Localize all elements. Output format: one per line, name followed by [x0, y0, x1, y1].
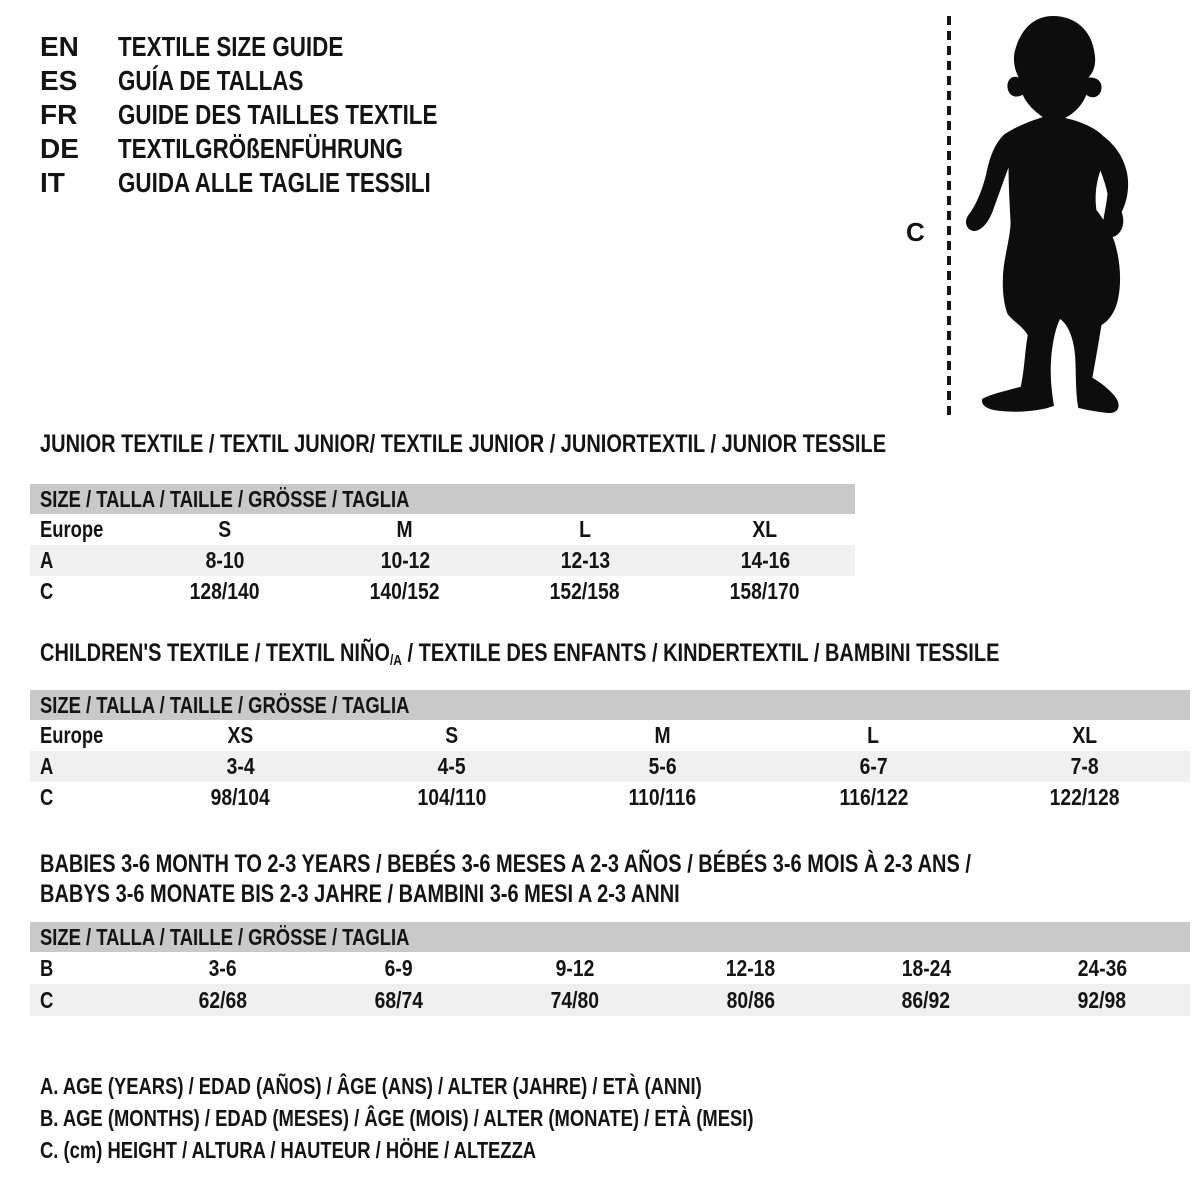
value-cell: 92/98: [1077, 987, 1127, 1013]
value-cell: 116/122: [839, 784, 908, 810]
value-cell: 24-36: [1077, 955, 1127, 981]
table-row-age: [30, 545, 855, 576]
value-cell: 3-4: [226, 753, 255, 779]
nino-a-subscript: /A: [389, 652, 402, 669]
language-row: [40, 98, 517, 132]
value-cell: 5-6: [648, 753, 677, 779]
junior-section-title-text: JUNIOR TEXTILE / TEXTIL JUNIOR/ TEXTILE JUNIOR / JUNIORTEXTIL / JUNIOR TESSILE: [40, 430, 887, 458]
value-cell: 3-6: [208, 955, 237, 981]
row-label: Europe: [40, 722, 104, 748]
size-header-label: SIZE / TALLA / TAILLE / GRÖSSE / TAGLIA: [40, 692, 410, 718]
babies-title-line-1: BABIES 3-6 MONTH TO 2-3 YEARS / BEBÉS 3-6 MESES A 2-3 AÑOS / BÉBÉS 3-6 MOIS À 2-3 ANS /: [40, 850, 971, 878]
junior-size-table: [30, 484, 855, 607]
language-code: DE: [40, 133, 79, 164]
footnote-a: A. AGE (YEARS) / EDAD (AÑOS) / ÂGE (ANS) / ALTER (JAHRE) / ETÀ (ANNI): [40, 1073, 702, 1099]
value-cell: 8-10: [205, 547, 245, 573]
size-cell: XL: [752, 516, 778, 542]
value-cell: 10-12: [380, 547, 430, 573]
value-cell: 9-12: [555, 955, 594, 981]
value-cell: 110/116: [628, 784, 697, 810]
language-label: GUIDE DES TAILLES TEXTILE: [118, 99, 438, 130]
size-cell: XL: [1072, 722, 1097, 748]
language-row: [40, 132, 517, 166]
language-label: TEXTILGRÖßENFÜHRUNG: [118, 133, 403, 164]
language-row: [40, 64, 517, 98]
language-row: [40, 30, 517, 64]
height-measure-dashed-line: [947, 16, 951, 416]
value-cell: 80/86: [726, 987, 775, 1013]
footnote-c: C. (cm) HEIGHT / ALTURA / HAUTEUR / HÖHE / ALTEZZA: [40, 1137, 537, 1163]
value-cell: 7-8: [1070, 753, 1099, 779]
babies-title-line-2: BABYS 3-6 MONATE BIS 2-3 JAHRE / BAMBINI 3-6 MESI A 2-3 ANNI: [40, 880, 680, 908]
size-cell: S: [445, 722, 458, 748]
value-cell: 6-7: [859, 753, 888, 779]
value-cell: 4-5: [437, 753, 466, 779]
children-section-title: [40, 639, 1200, 671]
size-header-bar: [30, 484, 855, 514]
value-cell: 68/74: [374, 987, 423, 1013]
language-code: IT: [40, 167, 65, 198]
baby-silhouette: [958, 14, 1150, 418]
row-label: A: [40, 753, 54, 779]
measure-label-c: C: [906, 217, 925, 247]
language-row: [40, 166, 517, 200]
language-code: ES: [40, 65, 78, 96]
language-label: GUÍA DE TALLAS: [118, 65, 304, 96]
value-cell: 122/128: [1049, 784, 1120, 810]
junior-section-title: [40, 430, 1098, 458]
language-code: EN: [40, 31, 79, 62]
table-row-height: [30, 576, 855, 607]
row-label: C: [40, 578, 54, 604]
row-label: A: [40, 547, 54, 573]
size-cell: L: [867, 722, 880, 748]
row-label: Europe: [40, 516, 104, 542]
value-cell: 18-24: [901, 955, 951, 981]
row-label: C: [40, 784, 54, 810]
size-header-label: SIZE / TALLA / TAILLE / GRÖSSE / TAGLIA: [40, 486, 410, 512]
size-header-bar: [30, 690, 1190, 720]
value-cell: 98/104: [210, 784, 271, 810]
value-cell: 140/152: [370, 578, 440, 604]
value-cell: 86/92: [902, 987, 951, 1013]
table-row-sizes: [30, 514, 855, 545]
footnote-b: B. AGE (MONTHS) / EDAD (MESES) / ÂGE (MOIS) / ALTER (MONATE) / ETÀ (MESI): [40, 1105, 754, 1131]
value-cell: 6-9: [384, 955, 413, 981]
value-cell: 12-18: [725, 955, 776, 981]
table-row-height: [30, 984, 1190, 1016]
value-cell: 12-13: [560, 547, 610, 573]
babies-size-table: [30, 922, 1190, 1016]
language-code: FR: [40, 99, 78, 130]
language-label: GUIDA ALLE TAGLIE TESSILI: [118, 167, 431, 198]
size-cell: M: [654, 722, 671, 748]
value-cell: 14-16: [740, 547, 790, 573]
row-label: C: [40, 987, 54, 1013]
value-cell: 128/140: [190, 578, 260, 604]
language-label: TEXTILE SIZE GUIDE: [118, 31, 344, 62]
size-cell: S: [218, 516, 232, 542]
children-size-table: [30, 690, 1190, 813]
size-header-bar: [30, 922, 1190, 952]
language-list: [40, 30, 517, 200]
table-row-sizes: [30, 720, 1190, 751]
size-cell: L: [579, 516, 591, 542]
value-cell: 74/80: [550, 987, 599, 1013]
value-cell: 158/170: [730, 578, 800, 604]
value-cell: 104/110: [417, 784, 486, 810]
footnote-legend: [40, 1070, 932, 1166]
table-row-age: [30, 751, 1190, 782]
table-row-months: [30, 952, 1190, 984]
size-cell: XS: [227, 722, 254, 748]
children-section-title-text: CHILDREN'S TEXTILE / TEXTIL NIÑO/A / TEXTILE DES ENFANTS / KINDERTEXTIL / BAMBINI TESSILE: [40, 639, 1000, 669]
size-header-label: SIZE / TALLA / TAILLE / GRÖSSE / TAGLIA: [40, 924, 410, 950]
size-cell: M: [396, 516, 414, 542]
table-row-height: [30, 782, 1190, 813]
row-label: B: [40, 955, 54, 981]
value-cell: 62/68: [198, 987, 248, 1013]
value-cell: 152/158: [550, 578, 620, 604]
babies-section-title: [40, 849, 1200, 909]
